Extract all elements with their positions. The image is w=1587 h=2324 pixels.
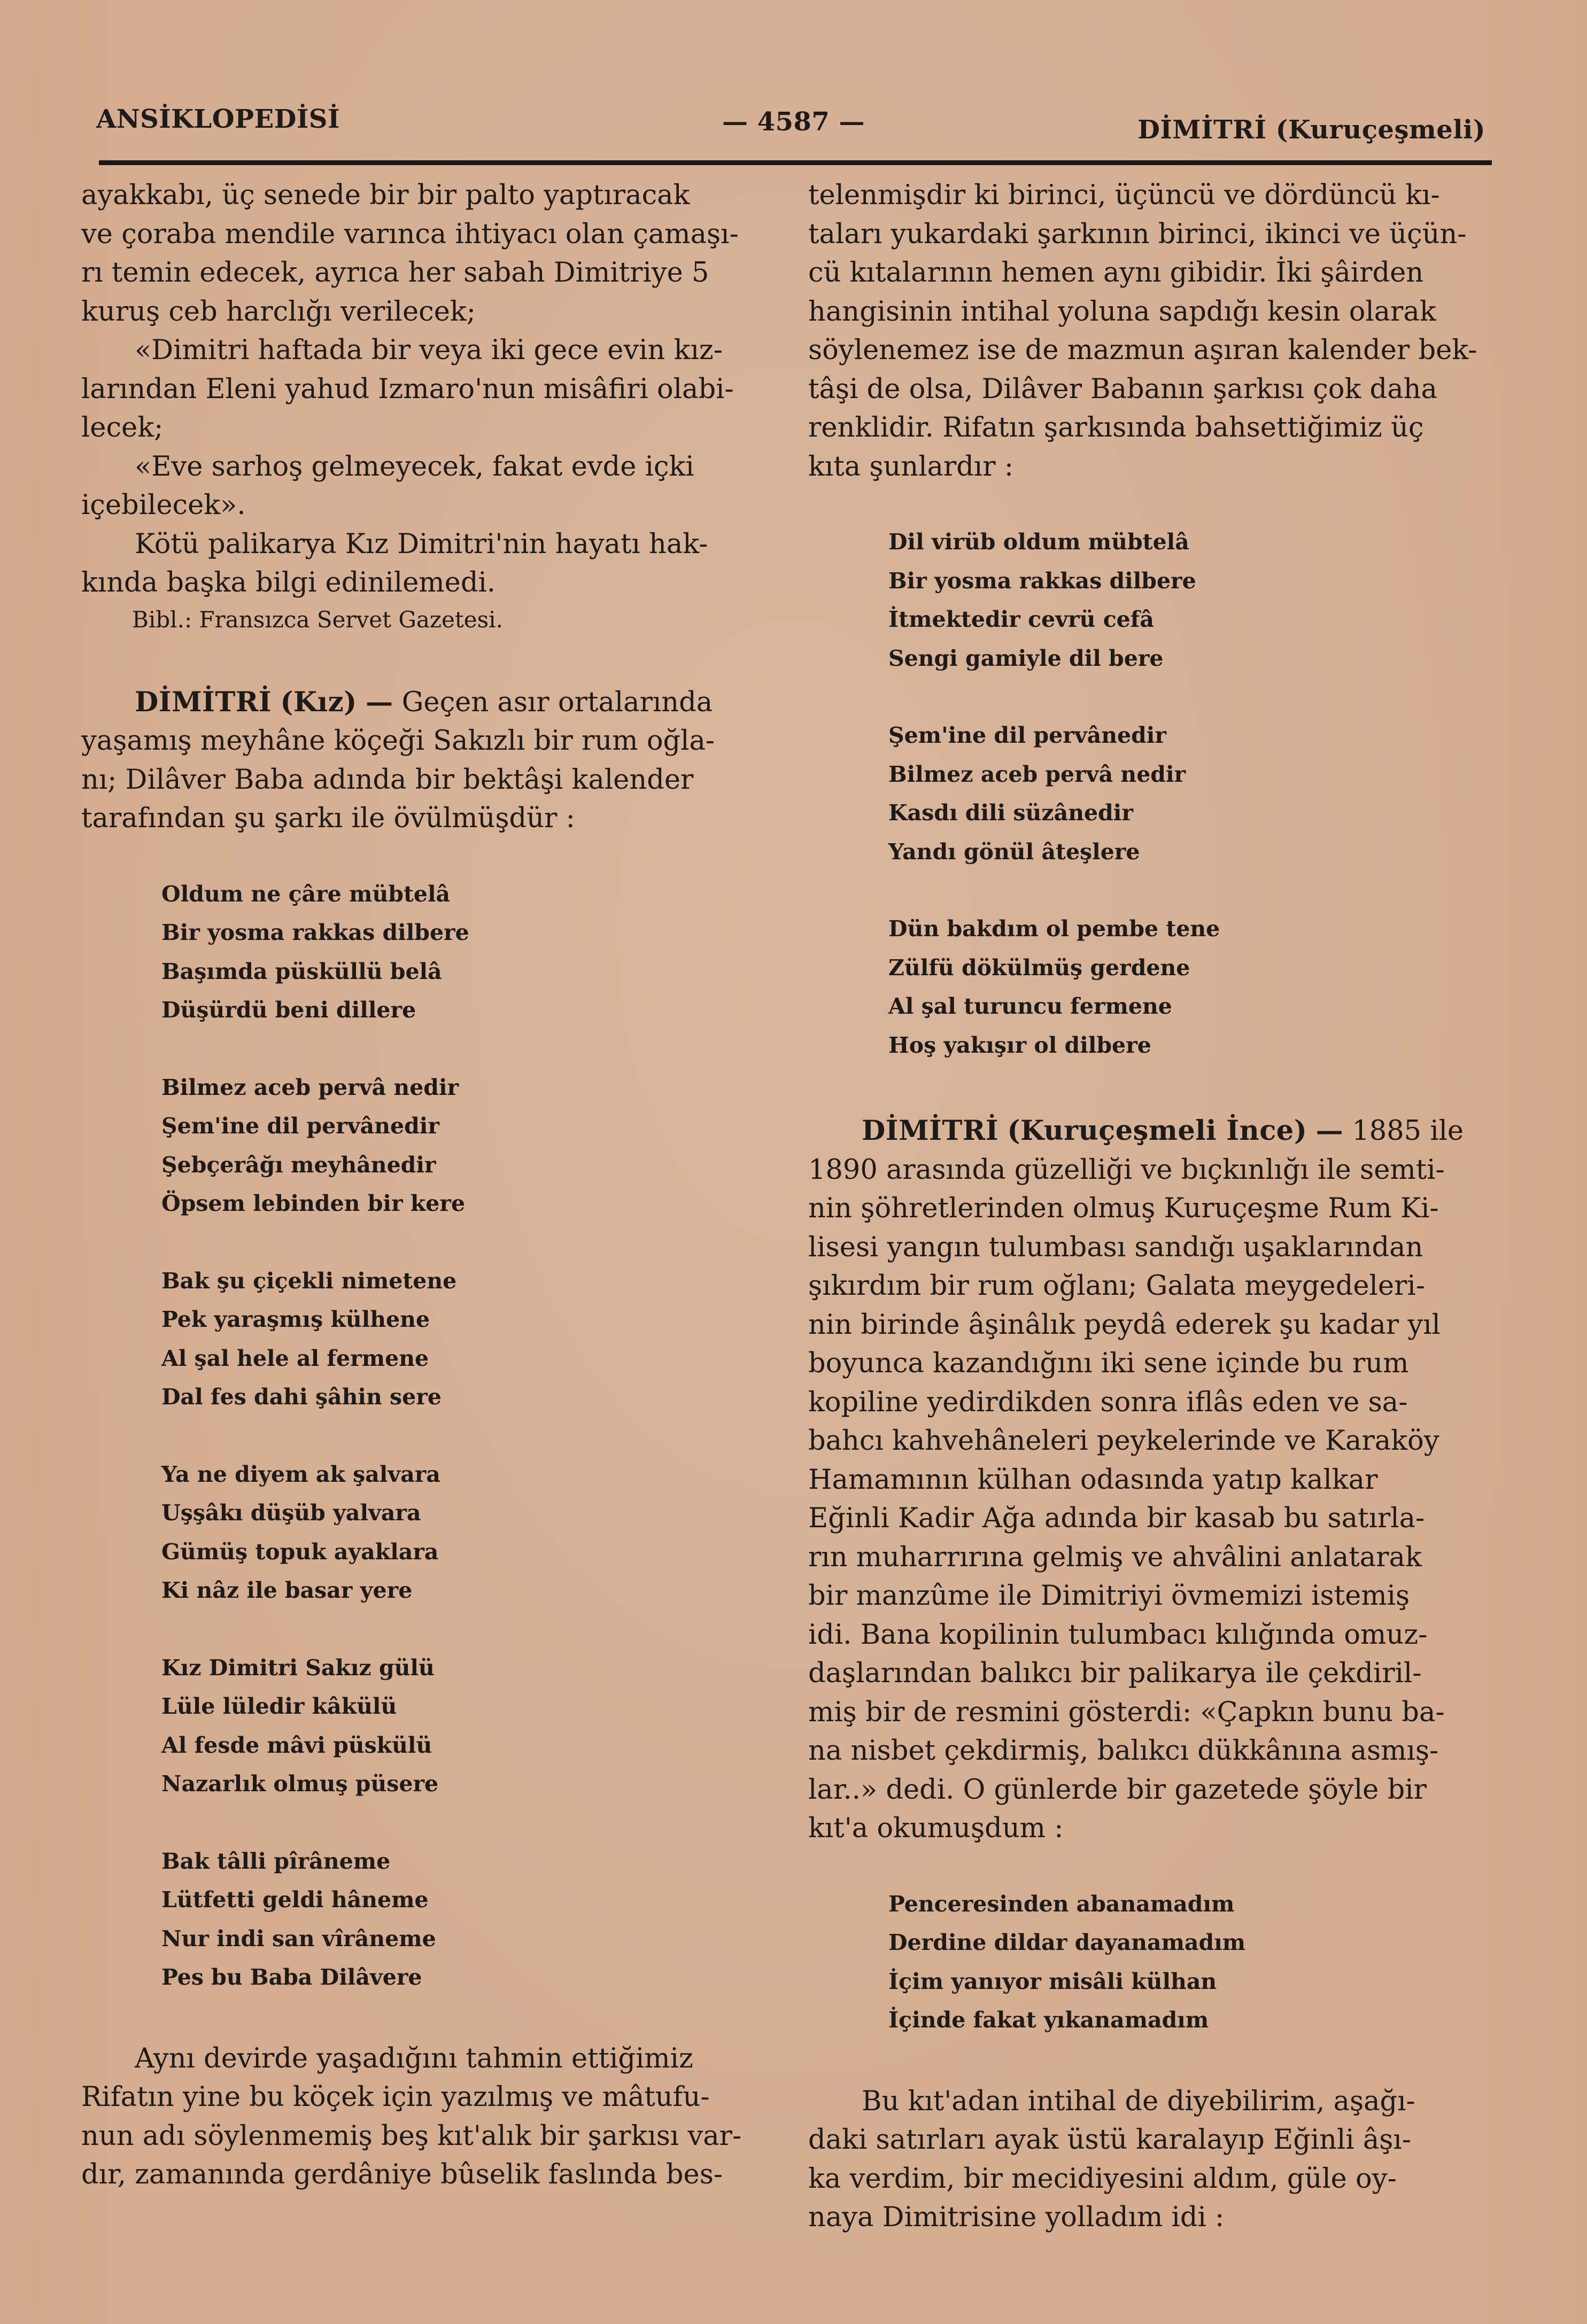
text-line: nun adı söylenmemiş beş kıt'alık bir şarkısı var- (81, 2120, 742, 2152)
header-rule (99, 160, 1492, 165)
entry-dimitri-kurucesmeli (808, 1112, 1498, 1848)
text-line: daşlarından balıkcı bir palikarya ile çekdiril- (808, 1658, 1422, 1689)
poem-line: Şebçerâğı meyhânedir (161, 1152, 436, 1178)
entry-qualifier: (Kız) (280, 686, 357, 718)
text-line: bahcı kahvehâneleri peykelerinde ve Karaköy (808, 1425, 1439, 1457)
text-line: nin birinde âşinâlık peydâ ederek şu kadar yıl (808, 1309, 1441, 1341)
text-line: nin şöhretlerinden olmuş Kuruçeşme Rum Ki- (808, 1193, 1439, 1224)
poem-line: Kız Dimitri Sakız gülü (161, 1654, 435, 1681)
header-encyclopedia-title: ANSİKLOPEDİSİ (96, 104, 340, 134)
poem-line: Al şal hele al fermene (161, 1345, 429, 1371)
poem-line: Gümüş topuk ayaklara (161, 1538, 439, 1565)
poem-stanza (888, 1885, 1498, 2040)
poem-line: Penceresinden abanamadım (888, 1891, 1235, 1917)
poem-line: Düşürdü beni dillere (161, 997, 416, 1023)
poem-line: Bak şu çiçekli nimetene (161, 1268, 457, 1294)
text-line: telenmişdir ki birinci, üçüncü ve dördüncü kı- (808, 180, 1440, 211)
poem-stanza (161, 1455, 771, 1610)
poem-dilaver-baba (81, 875, 771, 1997)
poem-line: Şem'ine dil pervânedir (161, 1113, 439, 1139)
text-line: miş bir de resmini gösterdi: «Çapkın bunu ba- (808, 1696, 1445, 1728)
running-header (96, 104, 1491, 147)
text-line: 1890 arasında güzelliği ve bıçkınlığı ile semti- (808, 1154, 1445, 1186)
text-line: kıt'a okumuşdum : (808, 1813, 1064, 1844)
text-line: daki satırları ayak üstü karalayıp Eğinli âşı- (808, 2124, 1411, 2156)
text-line: hangisinin intihal yoluna sapdığı kesin olarak (808, 296, 1436, 328)
text-line: lar..» dedi. O günlerde bir gazetede şöyle bir (808, 1774, 1427, 1806)
text-line: söylenemez ise de mazmun aşıran kalender bek- (808, 335, 1477, 366)
poem-line: Başımda püsküllü belâ (161, 958, 442, 984)
text-line: idi. Bana kopilinin tulumbacı kılığında omuz- (808, 1619, 1428, 1651)
text-line: içebilecek». (81, 489, 246, 521)
poem-newspaper-quatrain (808, 1885, 1498, 2040)
text-line: kuruş ceb harclığı verilecek; (81, 296, 476, 328)
poem-line: Şem'ine dil pervânedir (888, 722, 1166, 748)
paragraph-quote-1 (81, 331, 771, 448)
text-line: şıkırdım bir rum oğlanı; Galata meygedeleri- (808, 1270, 1425, 1302)
poem-stanza (161, 875, 771, 1030)
poem-stanza (161, 1649, 771, 1804)
poem-line: Yandı gönül âteşlere (888, 838, 1140, 865)
text-line: cü kıtalarının hemen aynı gibidir. İki şâirden (808, 257, 1424, 289)
entry-title: DİMİTRİ (862, 1115, 999, 1147)
entry-qualifier: (Kuruçeşmeli İnce) (1007, 1115, 1307, 1147)
text-line: lisesi yangın tulumbası sandığı uşaklarından (808, 1231, 1423, 1263)
entry-dash: — (1315, 1115, 1344, 1147)
poem-line: İçim yanıyor misâli külhan (888, 1968, 1217, 1994)
poem-line: Bilmez aceb pervâ nedir (161, 1074, 459, 1100)
poem-line: Derdine dildar dayanamadım (888, 1930, 1246, 1955)
entry-heading-line (808, 1112, 1498, 1151)
header-page-number: — 4587 — (722, 107, 865, 137)
poem-line: Ya ne diyem ak şalvara (161, 1461, 440, 1487)
poem-line: Lüle lüledir kâkülü (161, 1693, 397, 1719)
text-line: yaşamış meyhâne köçeği Sakızlı bir rum oğla- (81, 725, 715, 757)
poem-stanza (161, 1842, 771, 1997)
poem-line: Öpsem lebinden bir kere (161, 1191, 466, 1216)
poem-line: Dil virüb oldum mübtelâ (888, 529, 1189, 555)
poem-stanza (888, 523, 1498, 678)
poem-stanza (161, 1068, 771, 1223)
text-line: rı temin edecek, ayrıca her sabah Dimitriye 5 (81, 257, 709, 289)
paragraph-continued (81, 176, 771, 331)
poem-line: Bir yosma rakkas dilbere (161, 920, 469, 945)
text-line: kopiline yedirdikden sonra iflâs eden ve sa- (808, 1386, 1408, 1418)
poem-line: Pek yaraşmış külhene (161, 1307, 430, 1332)
poem-line: Zülfü dökülmüş gerdene (888, 954, 1190, 981)
text-line: Aynı devirde yaşadığını tahmin ettiğimiz (135, 2042, 693, 2074)
poem-rifat (808, 523, 1498, 1064)
text-line: na nisbet çekdirmiş, balıkcı dükkânına asmış- (808, 1735, 1439, 1767)
paragraph-rifat (81, 2040, 771, 2195)
poem-line: Dal fes dahi şâhin sere (161, 1384, 442, 1410)
entry-heading-line (81, 683, 771, 722)
text-line: «Dimitri haftada bir veya iki gece evin kız- (135, 335, 723, 366)
poem-line: Bir yosma rakkas dilbere (888, 568, 1196, 594)
text-line: bir manzûme ile Dimitriyi övmemizi istemiş (808, 1580, 1410, 1612)
poem-line: Sengi gamiyle dil bere (888, 645, 1164, 671)
entry-body (808, 1151, 1498, 1848)
text-line: Bu kıt'adan intihal de diyebilirim, aşağı- (862, 2085, 1415, 2117)
text-line: Eğinli Kadir Ağa adında bir kasab bu satırla- (808, 1503, 1425, 1534)
poem-line: Dün bakdım ol pembe tene (888, 916, 1220, 942)
text-line: boyunca kazandığını iki sene içinde bu rum (808, 1348, 1409, 1379)
right-column (808, 176, 1498, 2237)
entry-title: DİMİTRİ (135, 686, 272, 718)
text-line: dır, zamanında gerdâniye bûselik faslında bes- (81, 2159, 723, 2190)
text-line: kıta şunlardır : (808, 450, 1014, 483)
text-line: ka verdim, bir mecidiyesini aldım, güle oy- (808, 2163, 1397, 2195)
poem-stanza (161, 1262, 771, 1417)
paragraph-intihal (808, 2082, 1498, 2237)
text-line: larından Eleni yahud Izmaro'nun misâfiri olabi- (81, 373, 734, 405)
poem-line: Kasdı dili süzânedir (888, 800, 1133, 826)
paragraph-continued-right (808, 176, 1498, 486)
poem-stanza (888, 716, 1498, 871)
poem-line: İçinde fakat yıkanamadım (888, 2007, 1209, 2033)
poem-line: Uşşâkı düşüb yalvara (161, 1500, 421, 1526)
text-line: Kötü palikarya Kız Dimitri'nin hayatı hak- (135, 528, 708, 560)
text-line: ve çoraba mendile varınca ihtiyacı olan çamaşı- (81, 218, 739, 250)
poem-line: Pes bu Baba Dilâvere (161, 1964, 422, 1990)
text-line: renklidir. Rifatın şarkısında bahsettiğimiz üç (808, 412, 1424, 444)
poem-line: Nazarlık olmuş püsere (161, 1771, 439, 1797)
text-line: Rifatın yine bu köçek için yazılmış ve mâtufu- (81, 2081, 710, 2113)
poem-line: Hoş yakışır ol dilbere (888, 1032, 1151, 1058)
poem-stanza (888, 910, 1498, 1064)
poem-line: Al şal turuncu fermene (888, 993, 1172, 1019)
text-line: tarafından şu şarkı ile övülmüşdür : (81, 803, 575, 834)
poem-line: Nur indi san vîrâneme (161, 1925, 436, 1952)
text-line: kında başka bilgi edinilemedi. (81, 567, 496, 599)
poem-line: İtmektedir cevrü cefâ (888, 607, 1154, 632)
text-line: naya Dimitrisine yolladım idi : (808, 2202, 1225, 2233)
text-line: taları yukardaki şarkının birinci, ikinci ve üçün- (808, 218, 1467, 250)
text-line: rın muharrırına gelmiş ve ahvâlini anlatarak (808, 1541, 1422, 1573)
poem-line: Lütfetti geldi hâneme (161, 1887, 429, 1913)
entry-dash: — (365, 686, 393, 718)
text-line: lecek; (81, 412, 164, 444)
text-fragment: Geçen asır ortalarında (401, 686, 713, 718)
poem-line: Oldum ne çâre mübtelâ (161, 881, 451, 907)
poem-line: Bilmez aceb pervâ nedir (888, 761, 1186, 787)
left-column (81, 176, 771, 2195)
text-line: nı; Dilâver Baba adında bir bektâşi kalender (81, 764, 694, 796)
text-line: ayakkabı, üç senede bir bir palto yaptıracak (81, 180, 690, 211)
text-fragment: 1885 ile (1352, 1115, 1464, 1147)
text-line: Hamamının külhan odasında yatıp kalkar (808, 1464, 1378, 1496)
entry-dimitri-kiz (81, 683, 771, 838)
paragraph-closing (81, 525, 771, 603)
poem-line: Ki nâz ile basar yere (161, 1577, 413, 1603)
paragraph-quote-2 (81, 448, 771, 525)
text-line: tâşi de olsa, Dilâver Babanın şarkısı çok daha (808, 373, 1437, 405)
bibliography: Bibl.: Fransızca Servet Gazetesi. (132, 606, 503, 633)
header-entry-guide: DİMİTRİ (Kuruçeşmeli) (1137, 115, 1485, 145)
poem-line: Bak tâlli pîrâneme (161, 1848, 391, 1874)
poem-line: Al fesde mâvi püskülü (161, 1732, 432, 1758)
text-line: «Eve sarhoş gelmeyecek, fakat evde içki (135, 450, 694, 483)
